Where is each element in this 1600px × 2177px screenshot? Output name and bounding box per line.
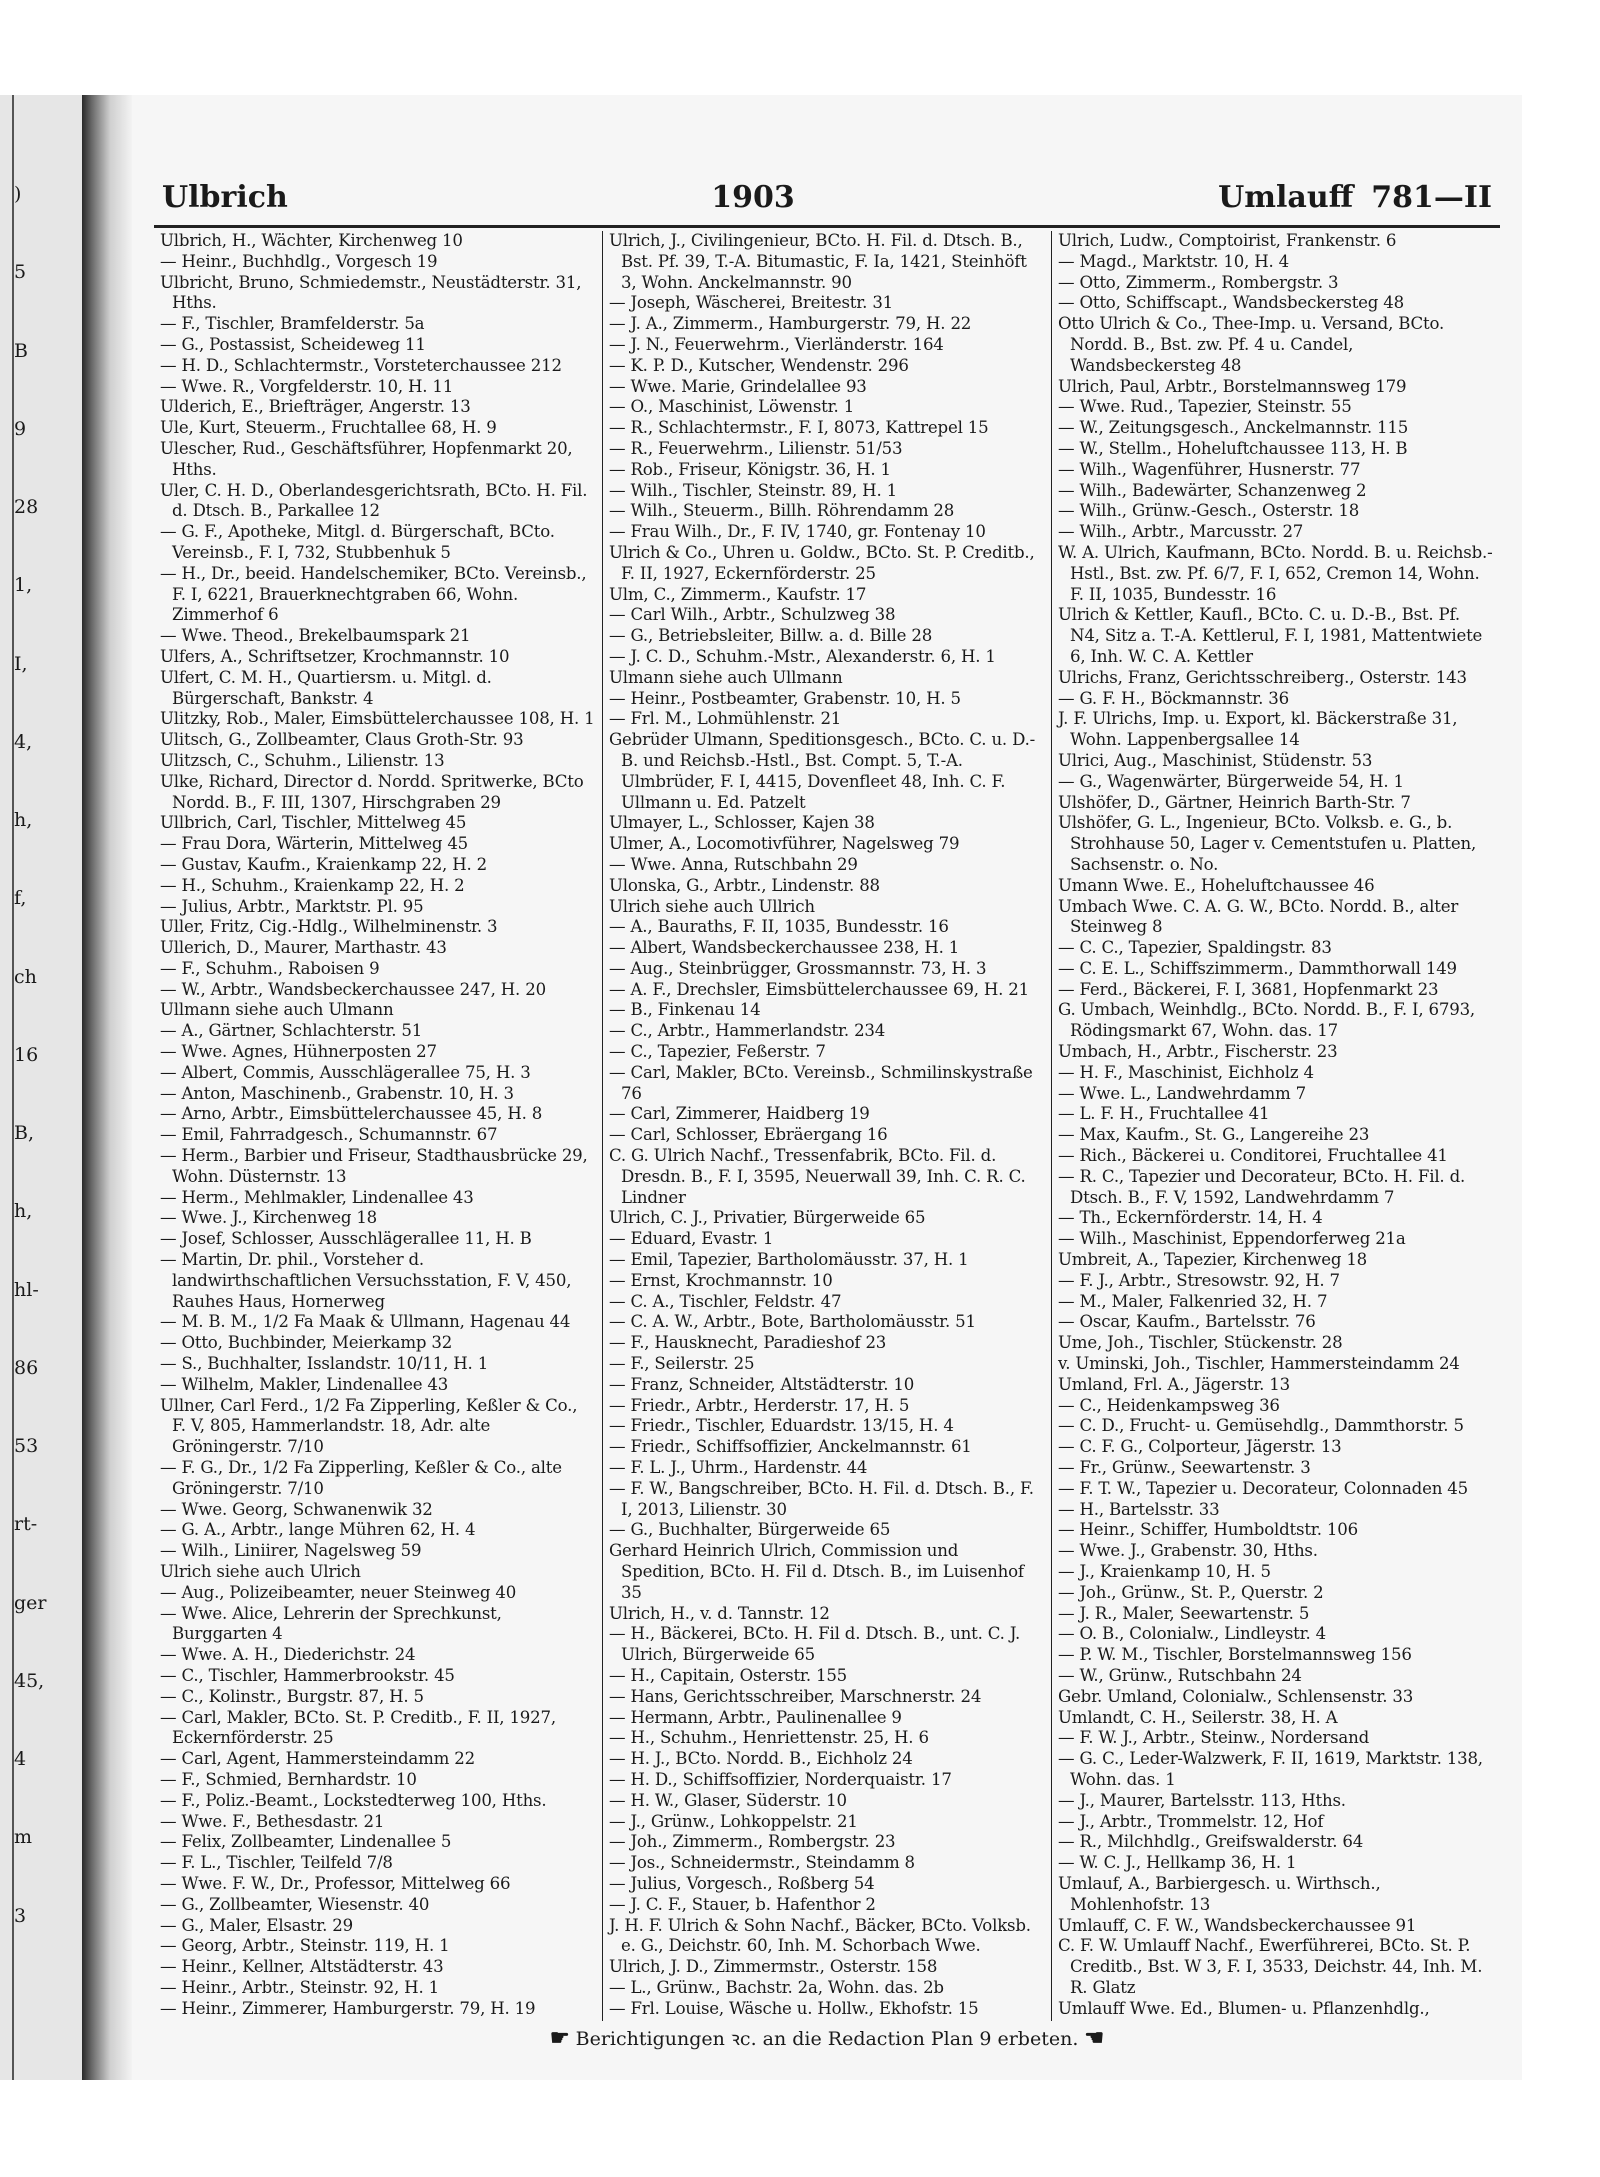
left-page-stub: 16 (14, 1043, 39, 1066)
directory-entry: — P. W. M., Tischler, Borstelmannsweg 156 (1058, 1645, 1412, 1665)
directory-entry: — Wwe. Georg, Schwanenwik 32 (160, 1499, 433, 1519)
directory-entry: — L. F. H., Fruchtallee 41 (1058, 1104, 1270, 1124)
directory-entry: — Th., Eckernförderstr. 14, H. 4 (1058, 1208, 1323, 1228)
directory-entry: — A. F., Drechsler, Eimsbüttelerchaussee 69, H. 21 (609, 979, 1029, 999)
left-page-stub: 45, (14, 1669, 45, 1692)
directory-entry: — J. C. D., Schuhm.-Mstr., Alexanderstr. 6, H. 1 (609, 646, 996, 666)
directory-entry: Ulitsch, G., Zollbeamter, Claus Groth-Str. 93 (160, 730, 524, 750)
directory-entry: — F. W. J., Arbtr., Steinw., Nordersand (1058, 1728, 1370, 1748)
directory-column-3 (1051, 231, 1500, 2021)
directory-entry: — H. D., Schlachtermstr., Vorsteterchaussee 212 (160, 355, 562, 375)
page-number: 781—II (1371, 180, 1492, 215)
directory-entry: — W., Stellm., Hoheluftchaussee 113, H. B (1058, 438, 1408, 458)
directory-entry: Ulshöfer, G. L., Ingenieur, BCto. Volksb. e. G., b. Strohhause 50, Lager v. Cementstufen u. Platten, Sachsenstr. o. No. (1058, 813, 1477, 874)
left-page-stub: B (14, 339, 28, 362)
directory-entry: — Wilh., Tischler, Steinstr. 89, H. 1 (609, 480, 897, 500)
directory-entry: — Max, Kaufm., St. G., Langereihe 23 (1058, 1125, 1370, 1145)
directory-entry: — W., Arbtr., Wandsbeckerchaussee 247, H. 20 (160, 979, 546, 999)
directory-entry: Ulbrich, H., Wächter, Kirchenweg 10 (160, 231, 463, 250)
header-left-keyword: Ulbrich (162, 180, 288, 215)
directory-entry: — Heinr., Arbtr., Steinstr. 92, H. 1 (160, 1977, 439, 1997)
directory-entry: — Heinr., Postbeamter, Grabenstr. 10, H. 5 (609, 688, 961, 708)
directory-entry: Ulrich, Paul, Arbtr., Borstelmannsweg 179 (1058, 376, 1407, 396)
directory-entry: — G. A., Arbtr., lange Mühren 62, H. 4 (160, 1520, 476, 1540)
directory-entry: — Rob., Friseur, Königstr. 36, H. 1 (609, 459, 891, 479)
directory-entry: Ulmann siehe auch Ullmann (609, 667, 843, 687)
directory-entry: Umlauf, A., Barbiergesch. u. Wirthsch., Mohlenhofstr. 13 (1058, 1873, 1381, 1914)
directory-entry: — Wwe. J., Kirchenweg 18 (160, 1208, 378, 1228)
directory-entry: — Frau Wilh., Dr., F. IV, 1740, gr. Fontenay 10 (609, 522, 986, 542)
left-page-stub: 53 (14, 1435, 39, 1458)
directory-entry: Ume, Joh., Tischler, Stückenstr. 28 (1058, 1333, 1343, 1353)
directory-entry: — A., Bauraths, F. II, 1035, Bundesstr. 16 (609, 917, 949, 937)
directory-entry: — R. C., Tapezier und Decorateur, BCto. H. Fil. d. Dtsch. B., F. V, 1592, Landwehrdamm 7 (1058, 1166, 1466, 1207)
directory-entry: — S., Buchhalter, Isslandstr. 10/11, H. 1 (160, 1354, 489, 1374)
directory-entry: — J. R., Maler, Seewartenstr. 5 (1058, 1603, 1310, 1623)
directory-entry: — H. D., Schiffsoffizier, Norderquaistr. 17 (609, 1769, 952, 1789)
pointing-hand-right-icon: ☚ (1084, 2025, 1105, 2051)
left-page-stub: h, (14, 1200, 33, 1223)
directory-entry: — F., Tischler, Bramfelderstr. 5a (160, 314, 425, 334)
directory-entry: — Wwe. Rud., Tapezier, Steinstr. 55 (1058, 397, 1352, 417)
directory-entry: Ulrich, J., Civilingenieur, BCto. H. Fil. d. Dtsch. B., Bst. Pf. 39, T.-A. Bitumastic, F. Ia, 1421, Steinhöft 3, Wohn. Anckelmannstr. 90 (609, 231, 1027, 292)
directory-entry: — F., Schuhm., Raboisen 9 (160, 958, 380, 978)
directory-entry: Umann Wwe. E., Hoheluftchaussee 46 (1058, 875, 1375, 895)
directory-entry: — Arno, Arbtr., Eimsbüttelerchaussee 45, H. 8 (160, 1104, 543, 1124)
directory-entry: — Friedr., Tischler, Eduardstr. 13/15, H. 4 (609, 1416, 954, 1436)
directory-entry: Ulrich, Ludw., Comptoirist, Frankenstr. 6 (1058, 231, 1397, 250)
directory-entry: — Wilh., Wagenführer, Husnerstr. 77 (1058, 459, 1361, 479)
directory-entry: — Wwe. Theod., Brekelbaumspark 21 (160, 626, 471, 646)
directory-entry: — Carl, Zimmerer, Haidberg 19 (609, 1104, 870, 1124)
directory-entry: — Wwe. A. H., Diederichstr. 24 (160, 1645, 416, 1665)
directory-entry: — Wwe. Marie, Grindelallee 93 (609, 376, 867, 396)
directory-entry: Umlandt, C. H., Seilerstr. 38, H. A (1058, 1707, 1338, 1727)
directory-entry: Ulbricht, Bruno, Schmiedemstr., Neustädterstr. 31, Hths. (160, 272, 582, 313)
left-page-stub: 1, (14, 574, 33, 597)
directory-entry: Gebrüder Ulmann, Speditionsgesch., BCto. C. u. D.-B. und Reichsb.-Hstl., Bst. Compt. 5, T.-A. Ulmbrüder, F. I, 4415, Dovenfleet 48, Inh. C. F. Ullmann u. Ed. Patzelt (609, 730, 1036, 812)
directory-entry: — B., Finkenau 14 (609, 1000, 761, 1020)
directory-entry: Ulshöfer, D., Gärtner, Heinrich Barth-Str. 7 (1058, 792, 1411, 812)
directory-entry: — F., Hausknecht, Paradieshof 23 (609, 1333, 887, 1353)
directory-entry: — H., Bäckerei, BCto. H. Fil d. Dtsch. B., unt. C. J. Ulrich, Bürgerweide 65 (609, 1624, 1021, 1665)
directory-entry: — Carl, Makler, BCto. Vereinsb., Schmilinskystraße 76 (609, 1062, 1033, 1103)
directory-entry: J. F. Ulrichs, Imp. u. Export, kl. Bäckerstraße 31, Wohn. Lappenbergsallee 14 (1058, 709, 1458, 750)
directory-entry: — Julius, Vorgesch., Roßberg 54 (609, 1873, 875, 1893)
directory-entry: — C., Arbtr., Hammerlandstr. 234 (609, 1021, 886, 1041)
directory-entry: — F., Schmied, Bernhardstr. 10 (160, 1769, 417, 1789)
directory-entry: C. F. W. Umlauff Nachf., Ewerführerei, BCto. St. P. Creditb., Bst. W 3, F. I, 3533, Deichstr. 44, Inh. M. R. Glatz (1058, 1936, 1483, 1997)
directory-entry: — J., Kraienkamp 10, H. 5 (1058, 1562, 1271, 1581)
directory-entry: — W., Grünw., Rutschbahn 24 (1058, 1665, 1302, 1685)
directory-entry: Ulfert, C. M. H., Quartiersm. u. Mitgl. d. Bürgerschaft, Bankstr. 4 (160, 667, 492, 708)
directory-entry: — F. J., Arbtr., Stresowstr. 92, H. 7 (1058, 1270, 1340, 1290)
directory-entry: — Wwe. J., Grabenstr. 30, Hths. (1058, 1541, 1318, 1561)
directory-entry: — Otto, Zimmerm., Rombergstr. 3 (1058, 272, 1339, 292)
directory-entry: — Otto, Schiffscapt., Wandsbeckersteg 48 (1058, 293, 1404, 313)
directory-entry: — Josef, Schlosser, Ausschlägerallee 11, H. B (160, 1229, 532, 1249)
directory-entry: — L., Grünw., Bachstr. 2a, Wohn. das. 2b (609, 1977, 944, 1997)
directory-entry: — Frl. Louise, Wäsche u. Hollw., Ekhofstr. 15 (609, 1998, 979, 2018)
directory-entry: — O. B., Colonialw., Lindleystr. 4 (1058, 1624, 1327, 1644)
directory-entry: — R., Milchhdlg., Greifswalderstr. 64 (1058, 1832, 1364, 1852)
left-page-stub: ch (14, 965, 37, 988)
directory-entry: Otto Ulrich & Co., Thee-Imp. u. Versand, BCto. Nordd. B., Bst. zw. Pf. 4 u. Candel, Wandsbeckersteg 48 (1058, 314, 1445, 375)
directory-entry: Ulitzky, Rob., Maler, Eimsbüttelerchaussee 108, H. 1 (160, 709, 595, 729)
directory-entry: — Fr., Grünw., Seewartenstr. 3 (1058, 1458, 1311, 1478)
directory-entry: — J., Grünw., Lohkoppelstr. 21 (609, 1811, 858, 1831)
directory-entry: — Friedr., Schiffsoffizier, Anckelmannstr. 61 (609, 1437, 972, 1457)
directory-entry: — Joh., Grünw., St. P., Querstr. 2 (1058, 1582, 1324, 1602)
directory-entry: — A., Gärtner, Schlachterstr. 51 (160, 1021, 423, 1041)
directory-entry: — J., Arbtr., Trommelstr. 12, Hof (1058, 1811, 1324, 1831)
directory-entry: — H. J., BCto. Nordd. B., Eichholz 24 (609, 1749, 913, 1769)
directory-entry (160, 2020, 596, 2021)
directory-entry: — F. L. J., Uhrm., Hardenstr. 44 (609, 1458, 868, 1478)
directory-entry: — C. F. G., Colporteur, Jägerstr. 13 (1058, 1437, 1342, 1457)
left-page-edge (0, 95, 84, 2080)
directory-entry: — Wilh., Grünw.-Gesch., Osterstr. 18 (1058, 501, 1360, 521)
directory-entry: — Georg, Arbtr., Steinstr. 119, H. 1 (160, 1936, 450, 1956)
directory-entry: — Albert, Commis, Ausschlägerallee 75, H. 3 (160, 1062, 531, 1082)
directory-entry: — M., Maler, Falkenried 32, H. 7 (1058, 1291, 1328, 1311)
left-page-stub: 4, (14, 730, 33, 753)
directory-entry: — H. F., Maschinist, Eichholz 4 (1058, 1062, 1314, 1082)
directory-entry: Ulmayer, L., Schlosser, Kajen 38 (609, 813, 875, 833)
directory-entry: — Joh., Zimmerm., Rombergstr. 23 (609, 1832, 896, 1852)
directory-entry: — Emil, Fahrradgesch., Schumannstr. 67 (160, 1125, 498, 1145)
directory-entry: — Heinr., Kellner, Altstädterstr. 43 (160, 1957, 444, 1977)
directory-entry: — J. N., Feuerwehrm., Vierländerstr. 164 (609, 334, 944, 354)
directory-entry: — G., Zollbeamter, Wiesenstr. 40 (160, 1894, 430, 1914)
left-page-stub: h, (14, 809, 33, 832)
directory-entry: — Carl, Schlosser, Ebräergang 16 (609, 1125, 888, 1145)
directory-entry: Ulescher, Rud., Geschäftsführer, Hopfenmarkt 20, Hths. (160, 438, 573, 479)
left-page-stub: I, (14, 652, 28, 675)
directory-entry: Ulrici, Aug., Maschinist, Stüdenstr. 53 (1058, 750, 1373, 770)
directory-entry: — Martin, Dr. phil., Vorsteher d. landwirthschaftlichen Versuchsstation, F. V, 450, Rauhes Haus, Hornerweg (160, 1250, 572, 1311)
directory-entry: W. A. Ulrich, Kaufmann, BCto. Nordd. B. u. Reichsb.-Hstl., Bst. zw. Pf. 6/7, F. I, 652, Cremon 14, Wohn. F. II, 1035, Bundesstr. 16 (1058, 542, 1493, 604)
directory-entry: — Aug., Steinbrügger, Grossmannstr. 73, H. 3 (609, 958, 987, 978)
directory-entry: Ulrich & Kettler, Kaufl., BCto. C. u. D.-B., Bst. Pf. N4, Sitz a. T.-A. Kettlerul, F. I, 1981, Mattentwiete 6, Inh. W. C. A. Kettler (1058, 605, 1483, 666)
directory-entry: Ulfers, A., Schriftsetzer, Krochmannstr. 10 (160, 646, 510, 666)
directory-entry: — Frl. M., Lohmühlenstr. 21 (609, 709, 842, 729)
directory-entry: Ulrich siehe auch Ulrich (160, 1562, 361, 1581)
directory-entry: J. H. F. Ulrich & Sohn Nachf., Bäcker, BCto. Volksb. e. G., Deichstr. 60, Inh. M. Schorbach Wwe. (609, 1915, 1031, 1956)
directory-entry: Ullmann siehe auch Ulmann (160, 1000, 394, 1020)
header-right (1218, 180, 1492, 215)
directory-entry: — J., Maurer, Bartelsstr. 113, Hths. (1058, 1790, 1346, 1810)
directory-entry: — Felix, Zollbeamter, Lindenallee 5 (160, 1832, 452, 1852)
directory-entry: — W. C. J., Hellkamp 36, H. 1 (1058, 1853, 1297, 1873)
left-page-stub: 3 (14, 1904, 27, 1927)
directory-entry: — Wwe. Alice, Lehrerin der Sprechkunst, Burggarten 4 (160, 1603, 502, 1644)
directory-entry: Ullerich, D., Maurer, Marthastr. 43 (160, 938, 447, 958)
directory-entry: — F., Poliz.-Beamt., Lockstedterweg 100, Hths. (160, 1790, 547, 1810)
directory-entry: Ulitzsch, C., Schuhm., Lilienstr. 13 (160, 750, 445, 770)
directory-entry: — C., Tischler, Hammerbrookstr. 45 (160, 1665, 455, 1685)
directory-entry: Ulrich siehe auch Ullrich (609, 896, 815, 916)
directory-page (132, 95, 1522, 2080)
directory-entry: — Oscar, Kaufm., Bartelsstr. 76 (1058, 1312, 1316, 1332)
left-page-stub: 9 (14, 417, 27, 440)
directory-entry: Ulrich & Co., Uhren u. Goldw., BCto. St. P. Creditb., F. II, 1927, Eckernförderstr. 25 (609, 542, 1035, 583)
header-rule (154, 225, 1500, 228)
directory-entry: — Herm., Mehlmakler, Lindenallee 43 (160, 1187, 474, 1207)
directory-entry: Ulrichs, Franz, Gerichtsschreiberg., Osterstr. 143 (1058, 667, 1467, 687)
directory-entry: Umbach Wwe. C. A. G. W., BCto. Nordd. B., alter Steinweg 8 (1058, 896, 1459, 937)
directory-entry: — G., Maler, Elsastr. 29 (160, 1915, 354, 1935)
directory-entry: Umlauff Wwe. Ed., Blumen- u. Pflanzenhdlg., (1058, 1998, 1430, 2018)
directory-entry: Ulm, C., Zimmerm., Kaufstr. 17 (609, 584, 867, 604)
directory-entry: Ulrich, J. D., Zimmermstr., Osterstr. 158 (609, 1957, 938, 1977)
directory-entry: — Wwe. Agnes, Hühnerposten 27 (160, 1042, 437, 1062)
directory-entry: Gebr. Umland, Colonialw., Schlensenstr. 33 (1058, 1686, 1414, 1706)
directory-entry: — Magd., Marktstr. 10, H. 4 (1058, 251, 1290, 271)
directory-entry: v. Uminski, Joh., Tischler, Hammersteindamm 24 (1058, 1354, 1460, 1374)
directory-entry: — Otto, Buchbinder, Meierkamp 32 (160, 1333, 453, 1353)
directory-entry: — Wilh., Badewärter, Schanzenweg 2 (1058, 480, 1367, 500)
directory-entry: — Wwe. F., Bethesdastr. 21 (160, 1811, 385, 1831)
directory-entry: — Friedr., Arbtr., Herderstr. 17, H. 5 (609, 1395, 910, 1415)
left-page-stub: f, (14, 887, 27, 910)
directory-entry: — J. C. F., Stauer, b. Hafenthor 2 (609, 1894, 876, 1914)
header-year: 1903 (711, 180, 795, 215)
directory-entry: Ullner, Carl Ferd., 1/2 Fa Zipperling, Keßler & Co., F. V, 805, Hammerlandstr. 18, Adr. alte Gröningerstr. 7/10 (160, 1395, 578, 1457)
directory-entry: — F., Seilerstr. 25 (609, 1354, 755, 1374)
directory-entry: Uler, C. H. D., Oberlandesgerichtsrath, BCto. H. Fil. d. Dtsch. B., Parkallee 12 (160, 480, 588, 521)
directory-entry: Uller, Fritz, Cig.-Hdlg., Wilhelminenstr. 3 (160, 917, 498, 937)
directory-entry: — Frau Dora, Wärterin, Mittelweg 45 (160, 834, 469, 854)
directory-column-2 (602, 231, 1051, 2021)
directory-entry: — Ferd., Bäckerei, F. I, 3681, Hopfenmarkt 23 (1058, 979, 1439, 999)
directory-entry: Ulrich, C. J., Privatier, Bürgerweide 65 (609, 1208, 926, 1228)
pointing-hand-left-icon: ☛ (549, 2025, 570, 2051)
directory-entry: — G. F. H., Böckmannstr. 36 (1058, 688, 1289, 708)
directory-entry: — Franz, Schneider, Altstädterstr. 10 (609, 1374, 915, 1394)
directory-entry: Ulonska, G., Arbtr., Lindenstr. 88 (609, 875, 880, 895)
directory-entry: — Wwe. L., Landwehrdamm 7 (1058, 1083, 1307, 1103)
directory-entry: — F. T. W., Tapezier u. Decorateur, Colonnaden 45 (1058, 1478, 1468, 1498)
directory-entry: — K. P. D., Kutscher, Wendenstr. 296 (609, 355, 909, 375)
directory-entry: — C. D., Frucht- u. Gemüsehdlg., Dammthorstr. 5 (1058, 1416, 1464, 1436)
running-header (162, 180, 1492, 220)
directory-entry: — Wwe. F. W., Dr., Professor, Mittelweg 66 (160, 1873, 511, 1893)
directory-entry: — Carl, Makler, BCto. St. P. Creditb., F. II, 1927, Eckernförderstr. 25 (160, 1707, 556, 1748)
directory-entry: — G., Betriebsleiter, Billw. a. d. Bille 28 (609, 626, 933, 646)
directory-entry: — H., Bartelsstr. 33 (1058, 1499, 1220, 1519)
directory-entry: — M. B. M., 1/2 Fa Maak & Ullmann, Hagenau 44 (160, 1312, 571, 1332)
directory-entry: — C., Kolinstr., Burgstr. 87, H. 5 (160, 1686, 424, 1706)
directory-entry: — F. L., Tischler, Teilfeld 7/8 (160, 1853, 393, 1873)
directory-entry: — Hans, Gerichtsschreiber, Marschnerstr. 24 (609, 1686, 982, 1706)
left-page-stub: ) (14, 183, 22, 205)
directory-entry: — Wilh., Liniirer, Nagelsweg 59 (160, 1541, 422, 1561)
directory-entry: G. Umbach, Weinhdlg., BCto. Nordd. B., F. I, 6793, Rödingsmarkt 67, Wohn. das. 17 (1058, 1000, 1476, 1041)
directory-entry: — G., Postassist, Scheideweg 11 (160, 334, 426, 354)
left-page-stub: 28 (14, 496, 39, 519)
book-gutter (82, 95, 132, 2080)
directory-entry: — G., Buchhalter, Bürgerweide 65 (609, 1520, 891, 1540)
directory-entry: — Wwe. R., Vorgfelderstr. 10, H. 11 (160, 376, 454, 396)
left-page-border (12, 95, 14, 2080)
footer-note: Berichtigungen ꝛc. an die Redaction Plan 9 erbeten. (575, 2028, 1079, 2050)
page-footer (132, 2025, 1522, 2051)
left-page-stub: rt- (14, 1513, 38, 1536)
directory-entry: — Wilhelm, Makler, Lindenallee 43 (160, 1374, 449, 1394)
directory-entry: — Albert, Wandsbeckerchaussee 238, H. 1 (609, 938, 960, 958)
directory-entry: — Anton, Maschinenb., Grabenstr. 10, H. 3 (160, 1083, 514, 1103)
directory-entry: — H., Schuhm., Henriettenstr. 25, H. 6 (609, 1728, 929, 1748)
directory-entry: — Aug., Polizeibeamter, neuer Steinweg 40 (160, 1582, 517, 1602)
directory-entry: — F. W., Bangschreiber, BCto. H. Fil. d. Dtsch. B., F. I, 2013, Lilienstr. 30 (609, 1478, 1034, 1519)
directory-entry: Ule, Kurt, Steuerm., Fruchtallee 68, H. 9 (160, 418, 497, 438)
directory-entry: — C. C., Tapezier, Spaldingstr. 83 (1058, 938, 1332, 958)
directory-entry: — W., Zeitungsgesch., Anckelmannstr. 115 (1058, 418, 1409, 438)
directory-entry: — Jos., Schneidermstr., Steindamm 8 (609, 1853, 915, 1873)
directory-entry: — Herm., Barbier und Friseur, Stadthausbrücke 29, Wohn. Düsternstr. 13 (160, 1146, 588, 1186)
directory-entry: — H., Schuhm., Kraienkamp 22, H. 2 (160, 875, 465, 895)
directory-entry: — Hermann, Arbtr., Paulinenallee 9 (609, 1707, 902, 1727)
directory-entry: — Heinr., Zimmerer, Hamburgerstr. 79, H. 19 (160, 1998, 536, 2018)
left-page-stub: 4 (14, 1748, 27, 1771)
directory-entry: — Wilh., Steuerm., Billh. Röhrendamm 28 (609, 501, 955, 521)
directory-entry: Gerhard Heinrich Ulrich, Commission und Spedition, BCto. H. Fil d. Dtsch. B., im Luisenhof 35 (609, 1541, 1024, 1602)
directory-entry: — C. A., Tischler, Feldstr. 47 (609, 1291, 842, 1311)
directory-entry: — C., Tapezier, Feßerstr. 7 (609, 1042, 826, 1062)
directory-entry: — F. G., Dr., 1/2 Fa Zipperling, Keßler & Co., alte Gröningerstr. 7/10 (160, 1458, 562, 1498)
left-page-stub: 5 (14, 261, 27, 284)
directory-entry: Ulderich, E., Briefträger, Angerstr. 13 (160, 397, 471, 417)
directory-entry: — G. C., Leder-Walzwerk, F. II, 1619, Marktstr. 138, Wohn. das. 1 (1058, 1749, 1483, 1789)
directory-entry: — Carl Wilh., Arbtr., Schulzweg 38 (609, 605, 896, 625)
directory-entry: C. G. Ulrich Nachf., Tressenfabrik, BCto. Fil. d. Dresdn. B., F. I, 3595, Neuerwall 39, Inh. C. R. C. Lindner (609, 1146, 1026, 1207)
directory-column-1 (154, 231, 602, 2021)
directory-entry: Ullbrich, Carl, Tischler, Mittelweg 45 (160, 813, 467, 833)
directory-entry: — Eduard, Evastr. 1 (609, 1229, 774, 1249)
left-page-stub: 86 (14, 1356, 39, 1379)
directory-entry: Umland, Frl. A., Jägerstr. 13 (1058, 1374, 1290, 1394)
directory-entry: — G. F., Apotheke, Mitgl. d. Bürgerschaft, BCto. Vereinsb., F. I, 732, Stubbenhuk 5 (160, 522, 555, 562)
directory-entry: — Julius, Arbtr., Marktstr. Pl. 95 (160, 896, 424, 916)
directory-entry: — C., Heidenkampsweg 36 (1058, 1395, 1280, 1415)
directory-entry: Umbach, H., Arbtr., Fischerstr. 23 (1058, 1042, 1338, 1062)
directory-entry: Umlauff, C. F. W., Wandsbeckerchaussee 91 (1058, 1915, 1417, 1935)
directory-entry: Umbreit, A., Tapezier, Kirchenweg 18 (1058, 1250, 1368, 1270)
left-page-stub: ger (14, 1591, 47, 1614)
directory-entry: — O., Maschinist, Löwenstr. 1 (609, 397, 855, 417)
directory-entry: Ulmer, A., Locomotivführer, Nagelsweg 79 (609, 834, 960, 854)
directory-entry: — J. A., Zimmerm., Hamburgerstr. 79, H. 22 (609, 314, 972, 334)
directory-entry: — H., Capitain, Osterstr. 155 (609, 1665, 848, 1685)
directory-entry: — Ernst, Krochmannstr. 10 (609, 1270, 833, 1290)
left-page-stub: B, (14, 1122, 35, 1145)
directory-entry: — Gustav, Kaufm., Kraienkamp 22, H. 2 (160, 854, 487, 874)
directory-entry: — C. A. W., Arbtr., Bote, Bartholomäusstr. 51 (609, 1312, 976, 1332)
directory-entry: — Joseph, Wäscherei, Breitestr. 31 (609, 293, 894, 313)
directory-entry: — Rich., Bäckerei u. Conditorei, Fruchtallee 41 (1058, 1146, 1448, 1166)
directory-entry: — Carl, Agent, Hammersteindamm 22 (160, 1749, 475, 1769)
directory-entry: — Heinr., Schiffer, Humboldtstr. 106 (1058, 1520, 1358, 1540)
directory-entry: Ulrich, H., v. d. Tannstr. 12 (609, 1603, 830, 1623)
header-right-keyword: Umlauff (1218, 180, 1354, 215)
directory-columns (154, 231, 1500, 2021)
left-page-stub: hl- (14, 1278, 39, 1301)
directory-entry: — Wwe. Anna, Rutschbahn 29 (609, 854, 858, 874)
left-page-stub: m (14, 1826, 33, 1849)
directory-entry: — Heinr., Buchhdlg., Vorgesch 19 (160, 251, 438, 271)
directory-entry: — Emil, Tapezier, Bartholomäusstr. 37, H. 1 (609, 1250, 969, 1270)
directory-entry: — Wilh., Arbtr., Marcusstr. 27 (1058, 522, 1304, 542)
directory-entry: — H., Dr., beeid. Handelschemiker, BCto. Vereinsb., F. I, 6221, Brauerknechtgraben 66, Wohn. Zimmerhof 6 (160, 563, 587, 625)
directory-entry: — G., Wagenwärter, Bürgerweide 54, H. 1 (1058, 771, 1404, 791)
directory-entry: — H. W., Glaser, Süderstr. 10 (609, 1790, 847, 1810)
directory-entry: — R., Schlachtermstr., F. I, 8073, Kattrepel 15 (609, 418, 989, 438)
directory-entry: — R., Feuerwehrm., Lilienstr. 51/53 (609, 438, 903, 458)
directory-entry: Ulke, Richard, Director d. Nordd. Spritwerke, BCto Nordd. B., F. III, 1307, Hirschgraben 29 (160, 771, 584, 812)
directory-entry: — Wilh., Maschinist, Eppendorferweg 21a (1058, 1229, 1406, 1249)
directory-entry: — C. E. L., Schiffszimmerm., Dammthorwall 149 (1058, 958, 1457, 978)
